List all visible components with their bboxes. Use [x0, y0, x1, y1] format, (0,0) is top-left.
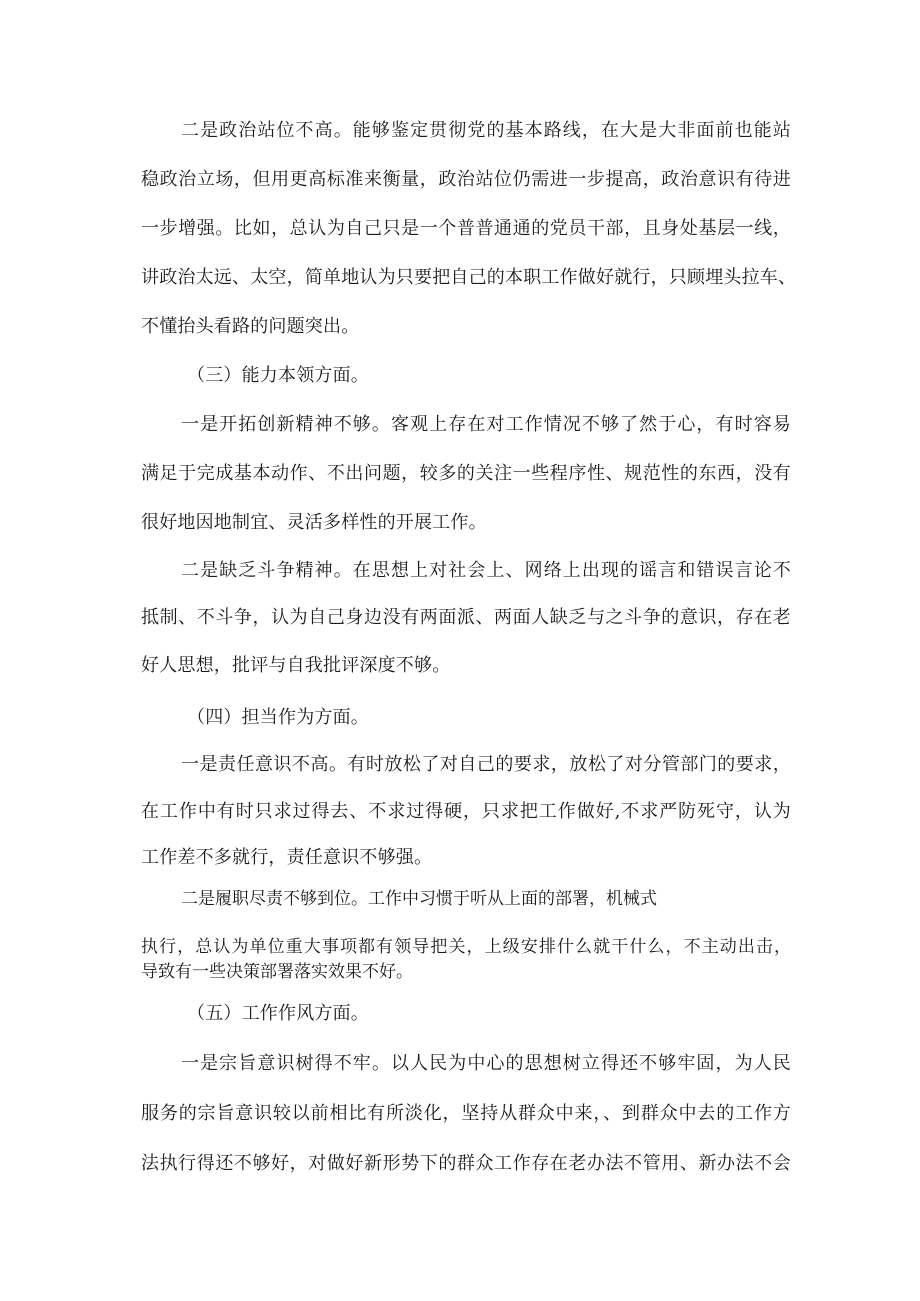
- paragraph-line: 二是缺乏斗争精神。在思想上对社会上、网络上出现的谣言和错误言论不: [181, 560, 791, 581]
- paragraph-line: 法执行得还不够好，对做好新形势下的群众工作存在老办法不管用、新办法不会: [141, 1153, 791, 1174]
- paragraph-line: 不懂抬头看路的问题突出。: [141, 316, 360, 337]
- paragraph-line: 满足于完成基本动作、不出问题，较多的关注一些程序性、规范性的东西，没有: [141, 463, 791, 484]
- section-heading: （三）能力本领方面。: [187, 365, 369, 386]
- paragraph-line: 导致有一些决策部署落实效果不好。: [141, 962, 413, 982]
- paragraph-line: 一是责任意识不高。有时放松了对自己的要求，放松了对分管部门的要求，: [181, 754, 791, 775]
- paragraph-line: 一是开拓创新精神不够。客观上存在对工作情况不够了然于心，有时容易: [181, 414, 791, 435]
- paragraph-line: 执行，总认为单位重大事项都有领导把关，上级安排什么就干什么，不主动出击，: [141, 937, 791, 957]
- section-heading: （四）担当作为方面。: [187, 707, 369, 728]
- paragraph-line: 很好地因地制宜、灵活多样性的开展工作。: [141, 512, 487, 533]
- paragraph-line: 一是宗旨意识树得不牢。以人民为中心的思想树立得还不够牢固，为人民: [181, 1053, 791, 1074]
- paragraph-line: 二是履职尽责不够到位。工作中习惯于听从上面的部署，机械式: [181, 889, 657, 909]
- paragraph-line: 服务的宗旨意识较以前相比有所淡化，坚持从群众中来，、到群众中去的工作方: [141, 1103, 791, 1124]
- section-heading: （五）工作作风方面。: [187, 1003, 369, 1024]
- paragraph-line: 在工作中有时只求过得去、不求过得硬，只求把工作做好,不求严防死守，认为: [141, 801, 791, 822]
- paragraph-line: 抵制、不斗争，认为自己身边没有两面派、两面人缺乏与之斗争的意识，存在老: [141, 607, 791, 628]
- paragraph-line: 二是政治站位不高。能够鉴定贯彻党的基本路线，在大是大非面前也能站: [181, 120, 791, 141]
- paragraph-line: 工作差不多就行，责任意识不够强。: [141, 847, 433, 868]
- paragraph-line: 好人思想，批评与自我批评深度不够。: [141, 655, 451, 676]
- paragraph-line: 稳政治立场，但用更高标准来衡量，政治站位仍需进一步提高，政治意识有待进: [141, 169, 791, 190]
- paragraph-line: 一步增强。比如，总认为自己只是一个普普通通的党员干部，且身处基层一线，: [141, 218, 791, 239]
- paragraph-line: 讲政治太远、太空，简单地认为只要把自己的本职工作做好就行，只顾埋头拉车、: [141, 267, 797, 288]
